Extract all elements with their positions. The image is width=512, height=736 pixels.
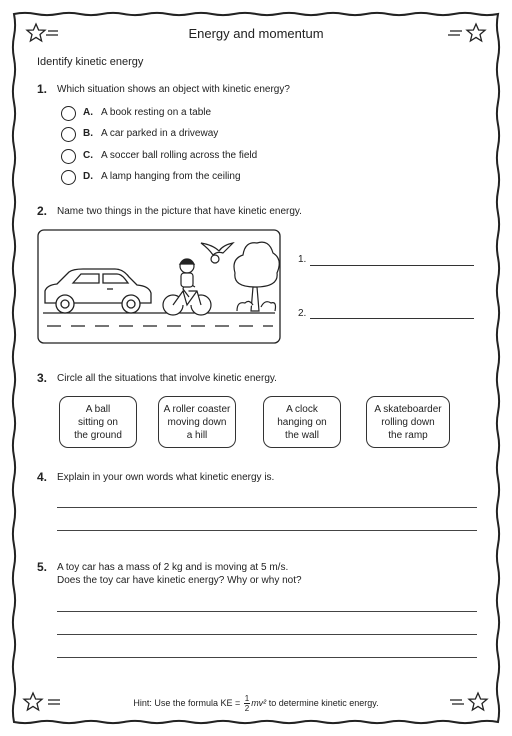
q5-answer-line-1[interactable] (57, 611, 477, 612)
q3-card-skateboarder[interactable] (366, 396, 450, 448)
q1-number: 1. (37, 82, 48, 96)
card-line: A skateboarder (374, 403, 442, 415)
q1-option-a-radio[interactable] (61, 106, 76, 121)
q4-number: 4. (37, 470, 48, 484)
one-half-fraction (244, 694, 250, 713)
fraction-numerator: 1 (244, 694, 250, 703)
worksheet-title: Energy and momentum (188, 26, 324, 41)
card-line: the wall (285, 429, 319, 441)
q2-answer-1-line[interactable] (310, 265, 474, 266)
card-line: the ground (74, 429, 122, 441)
q3-card-roller-coaster[interactable] (158, 396, 236, 448)
hint-text (0, 694, 512, 713)
q4-answer-line-1[interactable] (57, 507, 477, 508)
card-line: sitting on (77, 416, 118, 428)
card-line: A clock (286, 403, 318, 415)
q3-number: 3. (37, 371, 48, 385)
card-line: hanging on (277, 416, 327, 428)
q1-option-d-text: A lamp hanging from the ceiling (101, 171, 241, 182)
q4-text: Explain in your own words what kinetic energy is. (57, 472, 275, 483)
q1-option-b-text: A car parked in a driveway (101, 128, 219, 139)
q1-option-b-letter: B. (83, 128, 93, 139)
q1-option-b-radio[interactable] (61, 127, 76, 142)
fraction-denominator: 2 (244, 704, 250, 713)
hint-after: to determine kinetic energy. (266, 697, 379, 708)
q2-answer-2-line[interactable] (310, 318, 474, 319)
q1-option-c-radio[interactable] (61, 149, 76, 164)
q2-number: 2. (37, 204, 48, 218)
card-line: A roller coaster (163, 403, 231, 415)
q1-text: Which situation shows an object with kinetic energy? (57, 84, 290, 95)
worksheet-subtitle: Identify kinetic energy (37, 56, 144, 68)
q4-answer-line-2[interactable] (57, 530, 477, 531)
q1-option-d-letter: D. (83, 171, 93, 182)
q5-answer-line-2[interactable] (57, 634, 477, 635)
card-line: A ball (85, 403, 111, 415)
card-line: rolling down (381, 416, 435, 428)
q3-card-clock[interactable] (263, 396, 341, 448)
q5-answer-line-3[interactable] (57, 657, 477, 658)
q1-option-c-text: A soccer ball rolling across the field (101, 150, 258, 161)
q1-option-a-letter: A. (83, 107, 93, 118)
q1-option-c-letter: C. (83, 150, 93, 161)
q5-number: 5. (37, 560, 48, 574)
q2-answer-2-label: 2. (298, 308, 307, 319)
card-line: moving down (167, 416, 227, 428)
card-line: a hill (186, 429, 208, 441)
q3-card-ball[interactable] (59, 396, 137, 448)
hint-formula-tail: mv² (251, 697, 267, 708)
q5-text-line-2: Does the toy car have kinetic energy? Why or why not? (57, 575, 302, 586)
card-line: the ramp (388, 429, 428, 441)
q2-picture (37, 229, 281, 344)
q5-text-line-1: A toy car has a mass of 2 kg and is moving at 5 m/s. (57, 562, 289, 573)
q3-text: Circle all the situations that involve kinetic energy. (57, 373, 277, 384)
q1-option-a-text: A book resting on a table (101, 107, 212, 118)
q2-answer-1-label: 1. (298, 254, 307, 265)
hint-before: Hint: Use the formula KE = (133, 697, 241, 708)
q1-option-d-radio[interactable] (61, 170, 76, 185)
q2-text: Name two things in the picture that have kinetic energy. (57, 206, 302, 217)
